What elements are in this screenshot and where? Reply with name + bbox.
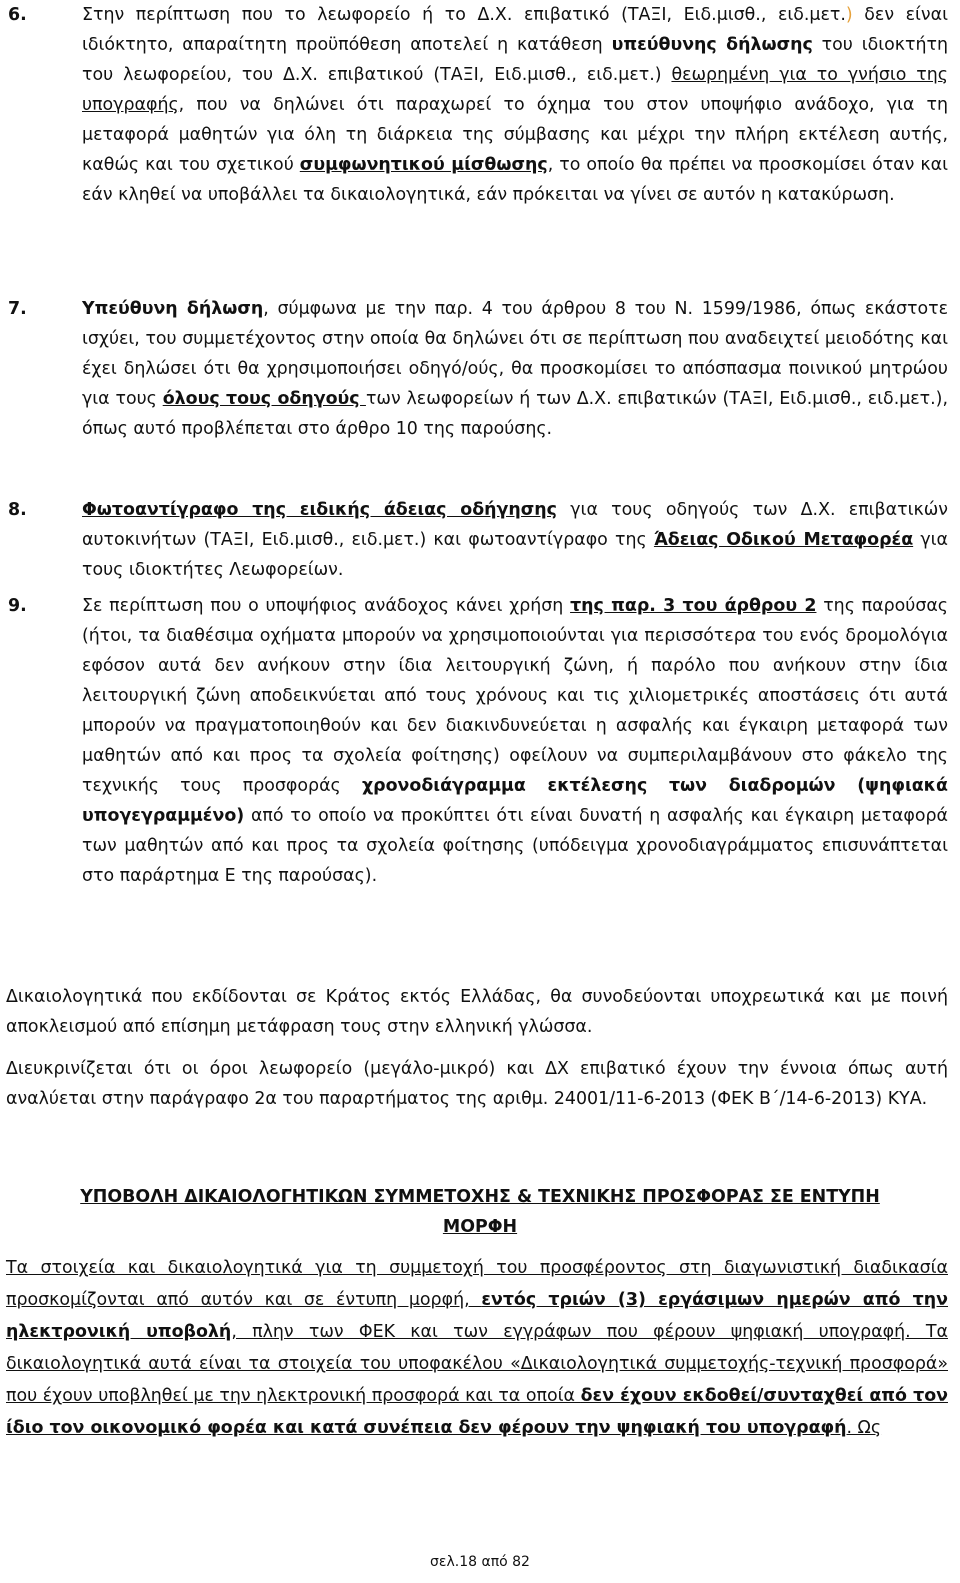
bold-underlined-phrase: Άδειας Οδικού Μεταφορέα	[653, 530, 914, 550]
bold-phrase: υπεύθυνης δήλωσης	[611, 35, 813, 55]
bold-underlined-phrase: όλους τους οδηγούς	[162, 389, 366, 409]
bold-underlined-phrase: συμφωνητικού μίσθωσης	[299, 155, 548, 175]
item-text: Στην περίπτωση που το λεωφορείο ή το Δ.Χ. επιβατικό (ΤΑΞΙ, Ειδ.μισθ., ειδ.μετ.) δεν είναι ιδιόκτητο, απαραίτητη προϋπόθεση αποτελεί η κατάθεση υπεύθυνης δήλωσης του ιδιοκτήτη του λεωφορείου, του Δ.Χ. επιβατικού (ΤΑΞΙ, Ειδ.μισθ., ειδ.μετ.) θεωρημένη για το γνήσιο της υπογραφής, που να δηλώνει ότι παραχωρεί το όχημα του στον υποψήφιο ανάδοχο, για τη μεταφορά μαθητών για όλη τη διάρκεια της σύμβασης και μέχρι την πλήρη εκτέλεση αυτής, καθώς και του σχετικού συμφωνητικού μίσθωσης, το οποίο θα πρέπει να προσκομίσει όταν και εάν κληθεί να υποβάλλει τα δικαιολογητικά, εάν πρόκειται να γίνει σε αυτόν η κατακύρωση.	[82, 5, 949, 205]
section-heading-line-2: ΜΟΡΦΗ	[442, 1217, 518, 1237]
item-text: Σε περίπτωση που ο υποψήφιος ανάδοχος κάνει χρήση της παρ. 3 του άρθρου 2 της παρούσας (ήτοι, τα διαθέσιμα οχήματα μπορούν να χρησιμοποιούνται για περισσότερα του ενός δρομολόγια εφόσον αυτά δεν ανήκουν στην ίδια λειτουργική ζώνη, ή παρόλο που ανήκουν στην ίδια λειτουργική ζώνη αποδεικνύεται από τους χρόνους και τις χιλιομετρικές αποστάσεις ότι αυτά μπορούν να πραγματοποιηθούν και δεν διακινδυνεύεται η ασφαλής και έγκαιρη μεταφορά των μαθητών από και προς τα σχολεία φοίτησης) οφείλουν να συμπεριλαμβάνουν στο φάκελο της τεχνικής τους προσφοράς χρονοδιάγραμμα εκτέλεσης των διαδρομών (ψηφιακά υπογεγραμμένο) από το οποίο να προκύπτει ότι είναι δυνατή η ασφαλής και έγκαιρη μεταφορά των μαθητών από και προς τα σχολεία φοίτησης (υπόδειγμα χρονοδιαγράμματος επισυνάπτεται στο παράρτημα Ε της παρούσας).	[82, 596, 949, 886]
bold-phrase: χρονοδιάγραμμα εκτέλεσης των διαδρομών (ψηφιακά υπογεγραμμένο)	[82, 776, 948, 826]
item-number: 9.	[8, 596, 27, 616]
list-item-7	[0, 294, 948, 444]
page-number: σελ.18 από 82	[430, 1554, 530, 1570]
list-item-9	[0, 591, 948, 891]
list-item-8	[0, 495, 948, 585]
bold-underlined-phrase: Φωτοαντίγραφο της ειδικής άδειας οδήγησης	[82, 500, 557, 520]
section-heading-line-1: ΥΠΟΒΟΛΗ ΔΙΚΑΙΟΛΟΓΗΤΙΚΩΝ ΣΥΜΜΕΤΟΧΗΣ & ΤΕΧΝΙΚΗΣ ΠΡΟΣΦΟΡΑΣ ΣΕ ΕΝΤΥΠΗ	[80, 1187, 880, 1207]
bold-phrase: δεν έχουν εκδοθεί/συνταχθεί από τον ίδιο τον οικονομικό φορέα και κατά συνέπεια δεν φέρουν την ψηφιακή του υπογραφή	[6, 1386, 948, 1438]
item-number: 6.	[8, 5, 27, 25]
item-text: Φωτοαντίγραφο της ειδικής άδειας οδήγησης για τους οδηγούς των Δ.Χ. επιβατικών αυτοκινήτων (ΤΑΞΙ, Ειδ.μισθ., ειδ.μετ.) και φωτοαντίγραφο της Άδειας Οδικού Μεταφορέα για τους ιδιοκτήτες Λεωφορείων.	[82, 500, 949, 580]
bold-phrase: εντός τριών (3) εργάσιμων ημερών από την ηλεκτρονική υποβολή	[6, 1290, 949, 1342]
printed-submission-paragraph: Τα στοιχεία και δικαιολογητικά για τη συμμετοχή του προσφέροντος στη διαγωνιστική διαδικασία προσκομίζονται από αυτόν και σε έντυπη μορφή, εντός τριών (3) εργάσιμων ημερών από την ηλεκτρονική υποβολή, πλην των ΦΕΚ και των εγγράφων που φέρουν ψηφιακή υπογραφή. Τα δικαιολογητικά αυτά είναι τα στοιχεία του υποφακέλου «Δικαιολογητικά συμμετοχής-τεχνική προσφορά» που έχουν υποβληθεί με την ηλεκτρονική προσφορά και τα οποία δεν έχουν εκδοθεί/συνταχθεί από τον ίδιο τον οικονομικό φορέα και κατά συνέπεια δεν φέρουν την ψηφιακή του υπογραφή. Ως	[6, 1258, 949, 1438]
bold-underlined-phrase: της παρ. 3 του άρθρου 2	[570, 596, 817, 616]
underlined-phrase: θεωρημένη για το γνήσιο της υπογραφής	[82, 65, 949, 115]
bold-phrase: Υπεύθυνη δήλωση	[82, 299, 264, 319]
item-text: Υπεύθυνη δήλωση, σύμφωνα με την παρ. 4 του άρθρου 8 του Ν. 1599/1986, όπως εκάστοτε ισχύει, του συμμετέχοντος στην οποία θα δηλώνει ότι σε περίπτωση που αναδειχτεί μειοδότης και έχει δηλώσει ότι θα χρησιμοποιήσει οδηγό/ούς, θα προσκομίσει το απόσπασμα ποινικού μητρώου για τους όλους τους οδηγούς των λεωφορείων ή των Δ.Χ. επιβατικών (ΤΑΞΙ, Ειδ.μισθ., ειδ.μετ.), όπως αυτό προβλέπεται στο άρθρο 10 της παρούσης.	[82, 299, 949, 439]
clarification-paragraph: Διευκρινίζεται ότι οι όροι λεωφορείο (μεγάλο-μικρό) και ΔΧ επιβατικό έχουν την έννοια όπως αυτή αναλύεται στην παράγραφο 2α του παραρτήματος της αριθμ. 24001/11-6-2013 (ΦΕΚ Β΄/14-6-2013) ΚΥΑ.	[6, 1059, 948, 1109]
item-number: 8.	[8, 500, 27, 520]
item-number: 7.	[8, 299, 27, 319]
foreign-documents-paragraph: Δικαιολογητικά που εκδίδονται σε Κράτος εκτός Ελλάδας, θα συνοδεύονται υποχρεωτικά και με ποινή αποκλεισμού από επίσημη μετάφραση τους στην ελληνική γλώσσα.	[6, 987, 948, 1037]
list-item-6	[0, 0, 948, 210]
